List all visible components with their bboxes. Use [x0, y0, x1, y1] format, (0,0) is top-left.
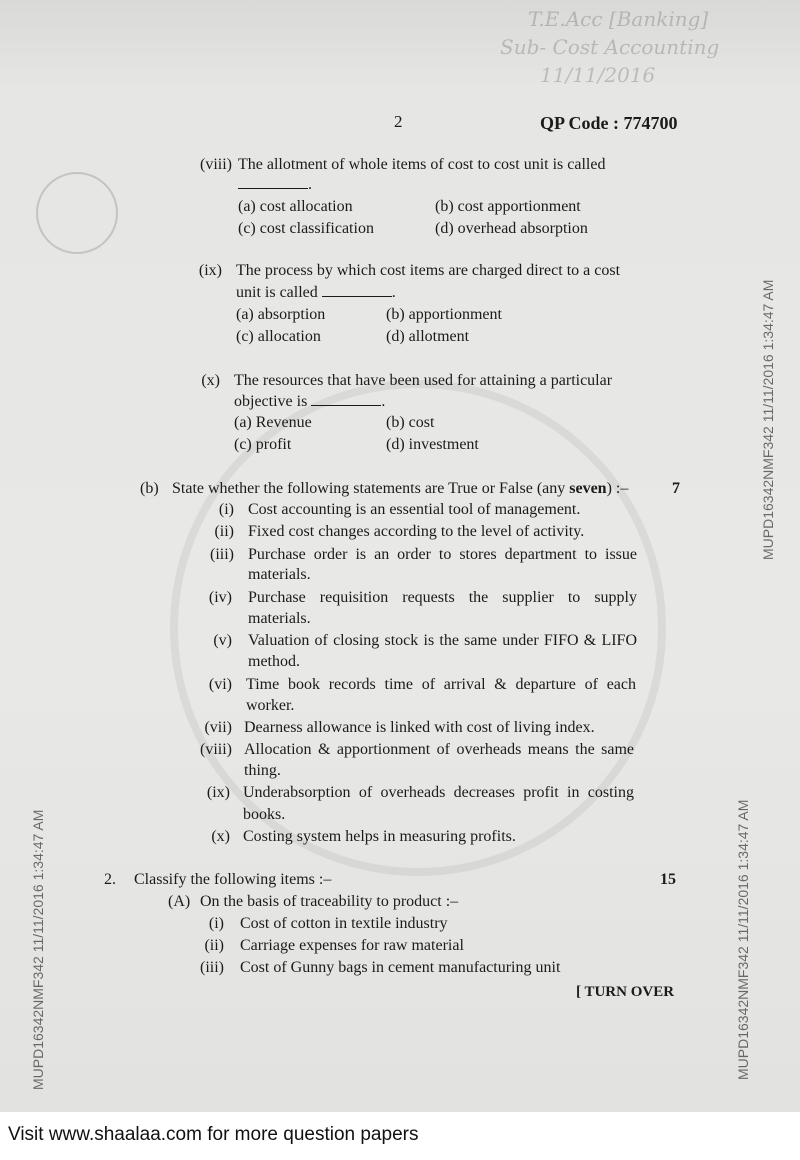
watermark-stamp: MUPD16342NMF342 11/11/2016 1:34:47 AM [735, 799, 751, 1080]
question-number: (ix) [198, 262, 222, 279]
statement-text: Allocation & apportionment of overheads means the same [244, 741, 634, 758]
question-text: The allotment of whole items of cost to cost unit is called [238, 156, 606, 173]
option: (a) cost allocation [238, 198, 353, 215]
statement-text: Time book records time of arrival & departure of each [246, 676, 636, 693]
option: (d) overhead absorption [435, 220, 588, 237]
handwritten-note: Sub- Cost Accounting [500, 35, 720, 59]
footer-text[interactable]: Visit www.shaalaa.com for more question papers [8, 1124, 419, 1145]
sub-question-label: (A) [168, 893, 191, 910]
statement-text: Cost accounting is an essential tool of management. [248, 501, 581, 518]
question-text: The process by which cost items are charged direct to a cost [236, 262, 621, 279]
statement-number: (vi) [208, 676, 232, 693]
part-label: (b) [140, 480, 159, 497]
answer-blank: . [238, 175, 312, 195]
statement-text: Purchase requisition requests the supplier to supply [248, 589, 637, 606]
item-text: Cost of Gunny bags in cement manufacturing unit [240, 959, 561, 976]
statement-text: materials. [248, 610, 311, 627]
item-number: (i) [208, 915, 224, 932]
marks: 15 [660, 871, 676, 888]
statement-number: (v) [213, 632, 232, 649]
item-text: Cost of cotton in textile industry [240, 915, 448, 932]
item-number: (iii) [200, 959, 224, 976]
statement-number: (iv) [208, 589, 232, 606]
library-stamp [36, 172, 118, 254]
option: (a) absorption [236, 306, 326, 323]
statement-text: method. [248, 653, 300, 670]
part-instruction: State whether the following statements are True or False (any seven) :– [172, 480, 629, 497]
option: (d) allotment [386, 328, 470, 345]
statement-text: worker. [246, 697, 295, 714]
statement-number: (i) [218, 501, 234, 518]
statement-number: (viii) [200, 741, 232, 758]
option: (a) Revenue [234, 414, 312, 431]
statement-number: (x) [211, 828, 230, 845]
qp-code: QP Code : 774700 [540, 113, 678, 133]
handwritten-note: 11/11/2016 [540, 63, 656, 87]
question-number: 2. [104, 871, 116, 888]
statement-text: Costing system helps in measuring profits. [243, 828, 516, 845]
page-number: 2 [394, 112, 403, 131]
item-text: Carriage expenses for raw material [240, 937, 464, 954]
footer [0, 1112, 800, 1160]
marks: 7 [672, 480, 680, 497]
statement-number: (iii) [210, 546, 234, 563]
watermark-stamp: MUPD16342NMF342 11/11/2016 1:34:47 AM [760, 279, 776, 560]
question-number: (x) [201, 372, 220, 389]
option: (b) apportionment [386, 306, 502, 323]
statement-text: Underabsorption of overheads decreases profit in costing [243, 784, 634, 801]
item-number: (ii) [204, 937, 224, 954]
option: (d) investment [386, 436, 479, 453]
question-number: (viii) [200, 156, 232, 173]
statement-text: Fixed cost changes according to the level of activity. [248, 523, 585, 540]
option: (c) allocation [236, 328, 321, 345]
question-text: unit is called . [236, 284, 396, 301]
watermark-stamp: MUPD16342NMF342 11/11/2016 1:34:47 AM [30, 809, 46, 1090]
statement-number: (vii) [204, 719, 232, 736]
statement-text: Valuation of closing stock is the same under FIFO & LIFO [248, 632, 637, 649]
statement-text: Dearness allowance is linked with cost of living index. [244, 719, 595, 736]
option: (b) cost apportionment [435, 198, 581, 215]
statement-text: Purchase order is an order to stores department to issue [248, 546, 637, 563]
statement-text: thing. [244, 762, 281, 779]
question-text: The resources that have been used for attaining a particular [234, 372, 613, 389]
option: (c) cost classification [238, 220, 374, 237]
turn-over: [ TURN OVER [576, 984, 675, 1000]
question-text: objective is . [234, 393, 386, 410]
statement-number: (ix) [206, 784, 230, 801]
statement-text: materials. [248, 566, 311, 583]
option: (b) cost [386, 414, 435, 431]
sub-question-text: On the basis of traceability to product :– [200, 893, 459, 910]
statement-number: (ii) [214, 523, 234, 540]
handwritten-note: T.E.Acc [Banking] [528, 7, 709, 31]
statement-text: books. [243, 806, 286, 823]
option: (c) profit [234, 436, 292, 453]
question-text: Classify the following items :– [134, 871, 332, 888]
